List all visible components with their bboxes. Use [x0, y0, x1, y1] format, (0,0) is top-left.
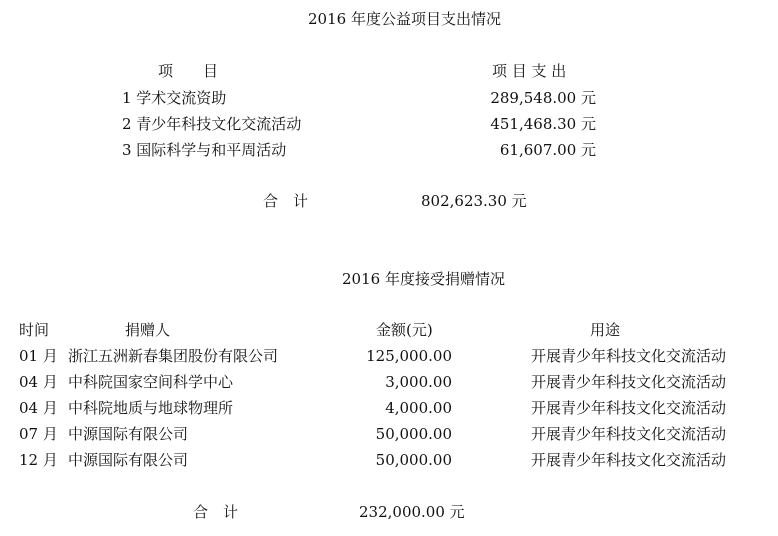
- donations-total-label: 合 计: [193, 503, 239, 521]
- donation-time: 01 月: [19, 347, 58, 365]
- donation-amount: 50,000.00: [375, 425, 452, 443]
- expenditure-row-label: 1 学术交流资助: [122, 89, 227, 107]
- donation-amount: 50,000.00: [375, 451, 452, 469]
- donation-donor: 浙江五洲新春集团股份有限公司: [68, 347, 279, 365]
- expenditure-row-label: 3 国际科学与和平周活动: [122, 141, 287, 159]
- donation-donor: 中科院地质与地球物理所: [68, 399, 234, 417]
- donation-donor: 中源国际有限公司: [68, 425, 189, 443]
- donations-header-amount: 金额(元): [376, 321, 433, 339]
- donation-amount: 125,000.00: [366, 347, 452, 365]
- donation-time: 07 月: [19, 425, 58, 443]
- donation-purpose: 开展青少年科技文化交流活动: [531, 451, 727, 469]
- donation-purpose: 开展青少年科技文化交流活动: [531, 373, 727, 391]
- expenditure-total-value: 802,623.30 元: [421, 192, 527, 210]
- expenditure-total-label: 合 计: [263, 192, 309, 210]
- donation-time: 04 月: [19, 399, 58, 417]
- expenditure-header-amount: 项 目 支 出: [492, 62, 567, 80]
- expenditure-title: 2016 年度公益项目支出情况: [308, 10, 501, 28]
- expenditure-header-item: 项 目: [158, 62, 219, 80]
- donation-donor: 中源国际有限公司: [68, 451, 189, 469]
- donation-donor: 中科院国家空间科学中心: [68, 373, 234, 391]
- donation-amount: 4,000.00: [385, 399, 452, 417]
- expenditure-row-amount: 451,468.30 元: [490, 115, 596, 133]
- donation-purpose: 开展青少年科技文化交流活动: [531, 399, 727, 417]
- donations-title: 2016 年度接受捐赠情况: [342, 270, 505, 288]
- donation-amount: 3,000.00: [385, 373, 452, 391]
- donations-header-purpose: 用途: [590, 321, 621, 339]
- donation-purpose: 开展青少年科技文化交流活动: [531, 425, 727, 443]
- donations-header-time: 时间: [19, 321, 50, 339]
- expenditure-row-label: 2 青少年科技文化交流活动: [122, 115, 302, 133]
- donation-purpose: 开展青少年科技文化交流活动: [531, 347, 727, 365]
- donations-header-donor: 捐赠人: [125, 321, 171, 339]
- donation-time: 04 月: [19, 373, 58, 391]
- expenditure-row-amount: 289,548.00 元: [490, 89, 596, 107]
- expenditure-row-amount: 61,607.00 元: [499, 141, 596, 159]
- donations-total-value: 232,000.00 元: [359, 503, 465, 521]
- donation-time: 12 月: [19, 451, 58, 469]
